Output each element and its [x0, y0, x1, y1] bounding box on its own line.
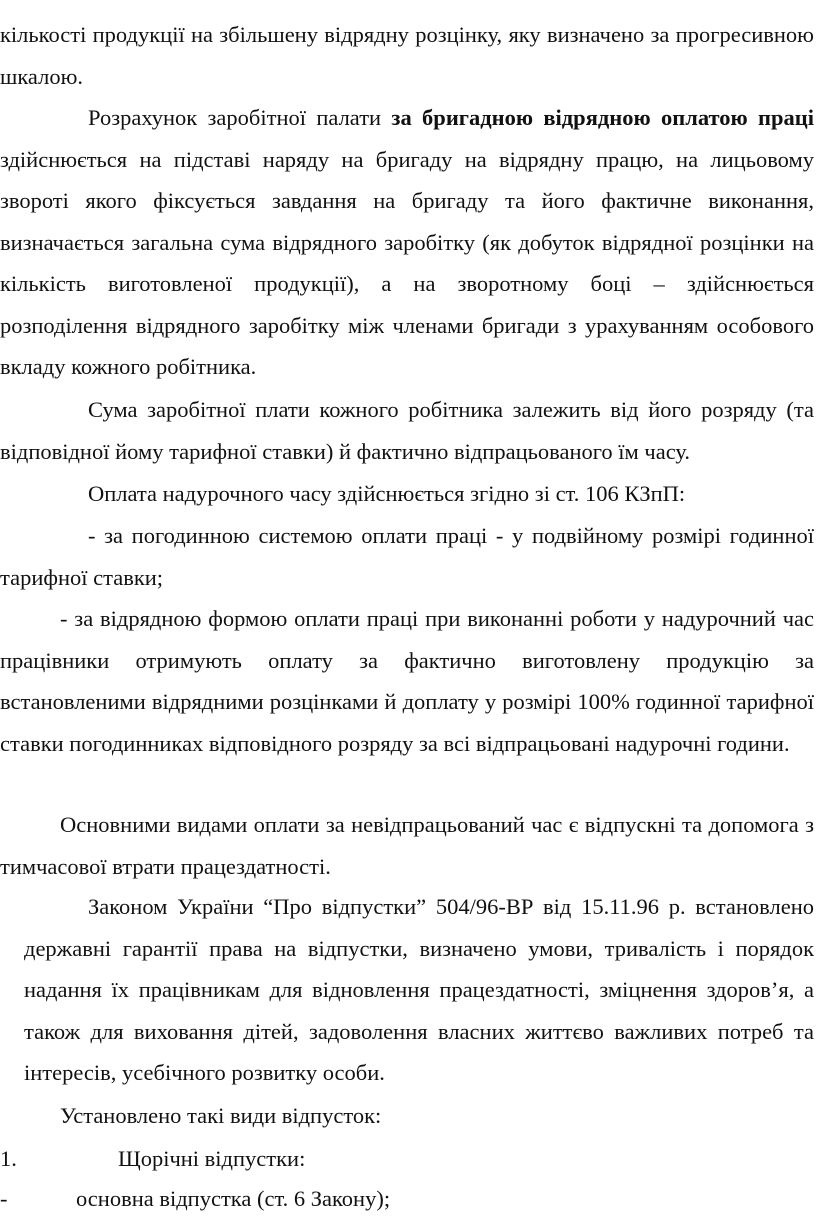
paragraph-overtime-hourly: - за погодинною системою оплати праці - у подвійному розмірі годинної тарифної ставки;: [0, 523, 814, 590]
list-text-main-leave: основна відпустка (ст. 6 Закону);: [76, 1186, 391, 1211]
list-text-annual-leave: Щорічні відпустки:: [118, 1146, 306, 1171]
paragraph-salary-dependence: Сума заробітної плати кожного робітника залежить від його розряду (та відповідної йому тарифної ставки) й фактично відпрацьованого їм часу.: [0, 397, 814, 464]
paragraph-overtime-intro: Оплата надурочного часу здійснюється згідно зі ст. 106 КЗпП:: [88, 481, 686, 506]
paragraph-unworked-time: Основними видами оплати за невідпрацьований час є відпускні та допомога з тимчасової втрати працездатності.: [0, 812, 814, 879]
list-marker-1: 1.: [0, 1146, 17, 1171]
paragraph-brigade-intro: Розрахунок заробітної палати: [88, 105, 392, 130]
paragraph-brigade-piecework: [0, 97, 814, 388]
paragraph-vacation-law: Законом України “Про відпустки” 504/96-ВР від 15.11.96 р. встановлено державні гарантії права на відпустки, визначено умови, тривалість і порядок надання їх працівникам для відновлення працездатності, зміцнення здоров’я, а також для виховання дітей, задоволення власних життєво важливих потреб та інтересів, усебічного розвитку особи.: [24, 894, 814, 1085]
paragraph-overtime-piecework: - за відрядною формою оплати праці при виконанні роботи у надурочний час працівники отримують оплату за фактично виготовлену продукцію за встановленими відрядними розцінками й доплату у розмірі 100% годинної тарифної ставки погодинниках відповідного розряду за всі відпрацьовані надурочні години.: [0, 606, 814, 756]
paragraph-brigade-bold: за бригадною відрядною оплатою праці: [391, 105, 814, 130]
paragraph-brigade-rest: здійснюється на підставі наряду на бригаду на відрядну працю, на лицьовому звороті якого фіксується завдання на бригаду та його фактичне виконання, визначається загальна сума відрядного заробітку (як добуток відрядної розцінки на кількість виготовленої продукції), а на зворотному боці – здійснюється розподілення відрядного заробітку між членами бригади з урахуванням особового вкладу кожного робітника.: [0, 146, 814, 379]
list-marker-dash: -: [0, 1186, 8, 1211]
paragraph-vacation-types: Установлено такі види відпусток:: [60, 1103, 382, 1128]
paragraph-piecework-scale: кількості продукції на збільшену відрядну розцінку, яку визначено за прогресивною шкалою.: [0, 22, 814, 89]
